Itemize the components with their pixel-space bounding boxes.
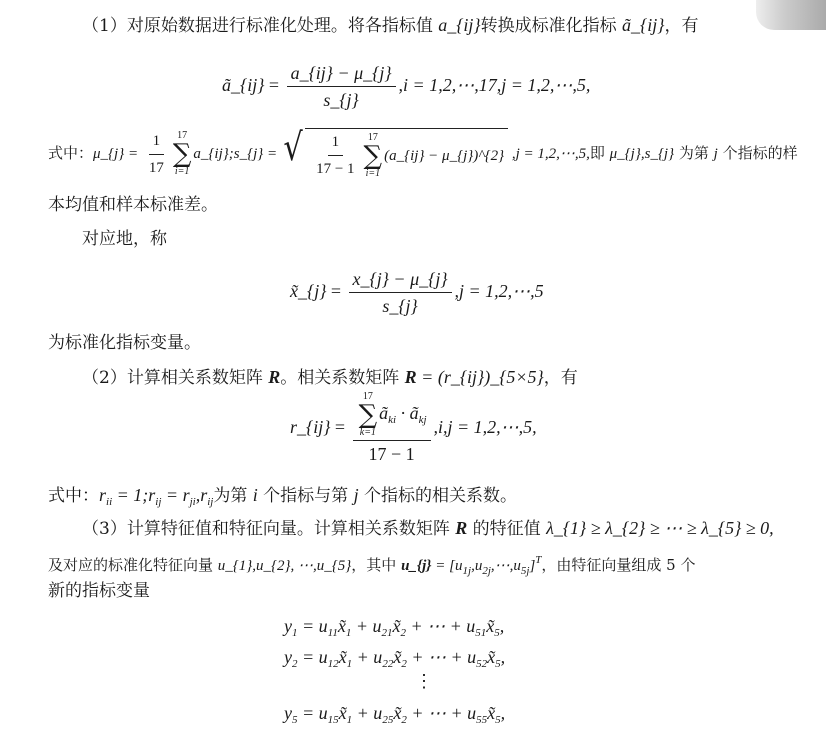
step-label: （2）	[82, 368, 127, 388]
text: 对应地，称	[82, 229, 167, 249]
text: 转换成标准化指标	[480, 16, 623, 36]
denominator: 17 − 1	[368, 444, 415, 464]
math: r_{ij}	[290, 417, 331, 437]
text: 式中：	[48, 144, 94, 162]
scan-artifact	[756, 0, 826, 30]
equation-standardize	[222, 62, 590, 111]
math: $r_{ii}$ = $1;r_{ij} = r_{ji},r_{ij}$	[99, 485, 214, 508]
math: ,j = 1,2,⋯,5	[454, 281, 544, 301]
text: 为第	[674, 144, 714, 162]
paragraph-new-variables	[48, 580, 150, 602]
step-label: （1）	[82, 16, 127, 36]
text: 个指标与第	[257, 486, 354, 506]
math: ã_{ij}	[222, 75, 265, 95]
sum-upper: 17	[177, 130, 188, 141]
sum-upper: 17	[367, 131, 378, 143]
text: 。相关系数矩阵	[280, 368, 405, 388]
math: R	[455, 518, 468, 538]
math: λ_{1} ≥ λ_{2} ≥ ⋯ ≥ λ_{5} ≥ 0,	[546, 518, 774, 538]
denominator: s_{j}	[382, 296, 418, 316]
math: =	[330, 417, 350, 437]
math: a_{ij}	[438, 15, 481, 35]
sum-symbol: 17 ∑ i=1	[363, 131, 383, 179]
math: ,i,j = 1,2,⋯,5,	[433, 417, 537, 437]
numerator: 1	[328, 131, 344, 156]
sum-symbol: 17 ∑ k=1	[358, 391, 378, 438]
paragraph-step2	[82, 366, 578, 389]
text: 本均值和样本标准差。	[48, 195, 218, 215]
math: a_{ij};s_{j} =	[193, 146, 281, 162]
sqrt: √ $\frac{1}{17 - 1}$ 17 ∑ i=1 (a_{ij} − μ_{j})^{2}	[281, 128, 508, 180]
numerator: a_{ij} − μ_{j}	[287, 62, 396, 87]
paragraph-step3	[82, 517, 774, 540]
text: 对原始数据进行标准化处理。将各指标值	[126, 16, 439, 36]
text: 个指标的相关系数。	[358, 486, 517, 506]
math: =	[326, 281, 346, 301]
math: ,i = 1,2,⋯,17,j = 1,2,⋯,5,	[398, 75, 591, 95]
math: u_{1},u_{2}, ⋯,u_{5}	[217, 558, 352, 574]
paragraph-standardized	[48, 332, 201, 354]
math: x̃_{j}	[290, 281, 327, 301]
text: ，其中	[351, 556, 402, 574]
equation-correlation	[290, 392, 537, 465]
math: μ_{j} =	[93, 146, 142, 162]
math: u_{j}	[401, 558, 432, 574]
paragraph-step1	[82, 14, 698, 37]
fraction	[287, 62, 396, 111]
text: 的特征值	[467, 519, 547, 539]
paragraph-correspondingly	[82, 228, 167, 250]
denominator: s_{j}	[323, 90, 359, 110]
sum-upper: 17	[362, 391, 373, 402]
math: ã_{ij}	[622, 15, 665, 35]
sum-lower: i=1	[174, 166, 190, 177]
math: = $[u_{1j},u_{2j},\cdots,u_{5j}]^T$	[431, 554, 542, 577]
text: 计算特征值和特征向量。计算相关系数矩阵	[126, 519, 456, 539]
sum-symbol: 17 ∑ i=1	[172, 130, 192, 177]
numerator: 1	[149, 130, 165, 155]
math: j	[713, 146, 718, 162]
equation-y2: $y_2$ = $u_{12}x̃_1$ + $u_{22}x̃_2$ + ⋯ + $u_{52}x̃_5$,	[284, 647, 506, 670]
paragraph-where-r	[48, 484, 517, 513]
sum-lower: k=1	[359, 427, 376, 438]
sum-lower: i=1	[365, 167, 381, 179]
numerator	[353, 392, 431, 441]
math: = (r_{ij})_{5×5}	[416, 367, 544, 387]
text: ，由特征向量组成 5 个	[541, 556, 696, 574]
math: R	[404, 367, 417, 387]
denominator: 17	[148, 159, 164, 176]
math: $ã_{ki}$ · $ã_{kj}$	[379, 403, 427, 427]
math: μ_{j},s_{j}	[609, 146, 675, 162]
step-label: （3）	[82, 519, 127, 539]
text: 即	[589, 144, 610, 162]
math: =	[264, 75, 284, 95]
paragraph-eigenvectors	[48, 549, 696, 582]
fraction	[312, 131, 358, 180]
text: ，有	[664, 16, 699, 36]
fraction	[353, 392, 431, 465]
math: j	[353, 485, 359, 505]
equation-y5: $y_5$ = $u_{15}x̃_1$ + $u_{25}x̃_2$ + ⋯ + $u_{55}x̃_5$,	[284, 703, 506, 726]
math: (a_{ij} − μ_{j})^{2}	[384, 147, 505, 164]
math: i	[252, 485, 258, 505]
vertical-ellipsis: ⋮	[415, 671, 433, 691]
math: R	[268, 367, 281, 387]
paragraph-where-mu-s	[48, 125, 798, 180]
paragraph-continued	[48, 194, 218, 216]
equation-standardized-variable	[290, 268, 544, 317]
text: 式中：	[48, 486, 99, 506]
math: ,j = 1,2,⋯,5,	[508, 146, 590, 162]
fraction	[145, 130, 168, 179]
text: 计算相关系数矩阵	[126, 368, 269, 388]
text: 为标准化指标变量。	[48, 333, 201, 353]
text: 新的指标变量	[48, 581, 150, 601]
text: 及对应的标准化特征向量	[48, 556, 218, 574]
text: ，有	[543, 368, 578, 388]
denominator: 17 − 1	[316, 161, 355, 177]
text: 为第	[213, 486, 253, 506]
fraction	[349, 268, 452, 317]
equation-y1: $y_1$ = $u_{11}x̃_1$ + $u_{21}x̃_2$ + ⋯ + $u_{51}x̃_5$,	[284, 616, 505, 639]
text: 个指标的样	[717, 144, 798, 162]
numerator: x_{j} − μ_{j}	[349, 268, 452, 293]
